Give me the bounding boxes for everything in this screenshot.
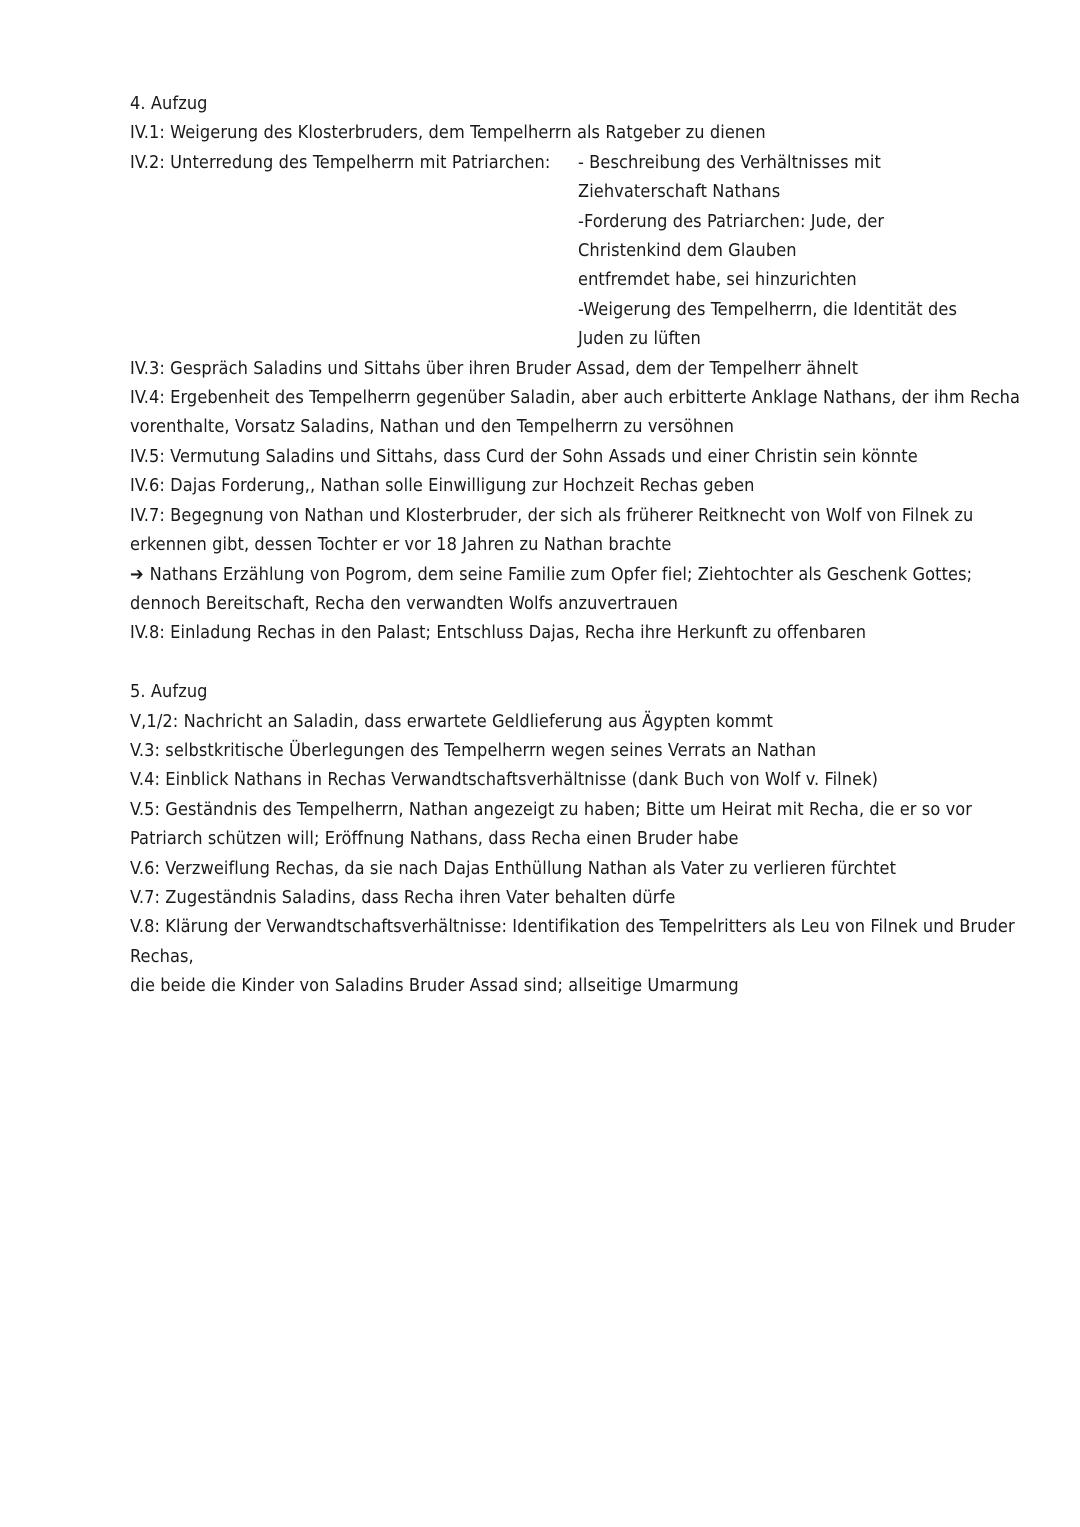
scene-v-5-line-2: Patriarch schützen will; Eröffnung Nathans, dass Recha einen Bruder habe (130, 828, 739, 850)
scene-v-1-2: V,1/2: Nachricht an Saladin, dass erwartete Geldlieferung aus Ägypten kommt (130, 710, 773, 732)
scene-iv-7-arrow-text: Nathans Erzählung von Pogrom, dem seine Familie zum Opfer fiel; Ziehtochter als Geschenk Gottes; (149, 563, 973, 585)
scene-iv-5: IV.5: Vermutung Saladins und Sittahs, dass Curd der Sohn Assads und einer Christin sein könnte (130, 445, 918, 467)
scene-iv-4-line-1: IV.4: Ergebenheit des Tempelherrn gegenüber Saladin, aber auch erbitterte Anklage Nathans, der ihm Recha (130, 387, 1020, 409)
scene-iv-2-detail-line: Christenkind dem Glauben (578, 240, 797, 262)
act-4-heading: 4. Aufzug (130, 93, 208, 114)
scene-iv-2-detail-line: - Beschreibung des Verhältnisses mit (578, 151, 881, 173)
scene-v-7: V.7: Zugeständnis Saladins, dass Recha ihren Vater behalten dürfe (130, 886, 676, 908)
scene-iv-8: IV.8: Einladung Rechas in den Palast; Entschluss Dajas, Recha ihre Herkunft zu offenbaren (130, 622, 867, 644)
section-gap (130, 648, 960, 677)
scene-iv-2-detail-line: Ziehvaterschaft Nathans (578, 181, 781, 203)
scene-iv-4-line-2: vorenthalte, Vorsatz Saladins, Nathan und den Tempelherrn zu versöhnen (130, 416, 735, 438)
scene-iv-7-arrow-line-2: dennoch Bereitschaft, Recha den verwandten Wolfs anzuvertrauen (130, 592, 679, 614)
scene-iv-2-detail-line: Juden zu lüften (578, 328, 701, 350)
scene-iv-2-detail-line: entfremdet habe, sei hinzurichten (578, 269, 857, 291)
scene-iv-7-line-1: IV.7: Begegnung von Nathan und Klosterbruder, der sich als früherer Reitknecht von Wolf von Filnek zu (130, 504, 974, 526)
scene-v-5-line-1: V.5: Geständnis des Tempelherrn, Nathan angezeigt zu haben; Bitte um Heirat mit Recha, die er so vor (130, 798, 973, 820)
arrow-right-icon: ➔ (130, 563, 144, 585)
scene-iv-1: IV.1: Weigerung des Klosterbruders, dem Tempelherrn als Ratgeber zu dienen (130, 122, 766, 144)
scene-iv-6: IV.6: Dajas Forderung,, Nathan solle Einwilligung zur Hochzeit Rechas geben (130, 475, 755, 497)
scene-iv-2-title: IV.2: Unterredung des Tempelherrn mit Patriarchen: (130, 151, 551, 173)
scene-iv-3: IV.3: Gespräch Saladins und Sittahs über ihren Bruder Assad, dem der Tempelherr ähnelt (130, 357, 859, 379)
scene-iv-2 (130, 148, 960, 354)
scene-iv-2-detail-line: -Forderung des Patriarchen: Jude, der (578, 210, 885, 232)
scene-iv-2-detail-line: -Weigerung des Tempelherrn, die Identität des (578, 298, 957, 320)
scene-v-3: V.3: selbstkritische Überlegungen des Tempelherrn wegen seines Verrats an Nathan (130, 739, 817, 761)
scene-v-4: V.4: Einblick Nathans in Rechas Verwandtschaftsverhältnisse (dank Buch von Wolf v. Filnek) (130, 769, 879, 791)
scene-v-6: V.6: Verzweiflung Rechas, da sie nach Dajas Enthüllung Nathan als Vater zu verlieren fürchtet (130, 857, 897, 879)
scene-v-8-line-1: V.8: Klärung der Verwandtschaftsverhältnisse: Identifikation des Tempelritters als Leu von Filnek und Bruder (130, 916, 1015, 938)
act-5-heading: 5. Aufzug (130, 681, 208, 703)
scene-v-8-line-3: die beide die Kinder von Saladins Bruder Assad sind; allseitige Umarmung (130, 975, 739, 997)
scene-iv-2-details (578, 148, 960, 354)
scene-v-8-line-2: Rechas, (130, 945, 194, 967)
scene-iv-7-arrow-line-1 (130, 560, 973, 589)
scene-iv-7-line-2: erkennen gibt, dessen Tochter er vor 18 Jahren zu Nathan brachte (130, 534, 672, 556)
document-content (130, 89, 1020, 1001)
